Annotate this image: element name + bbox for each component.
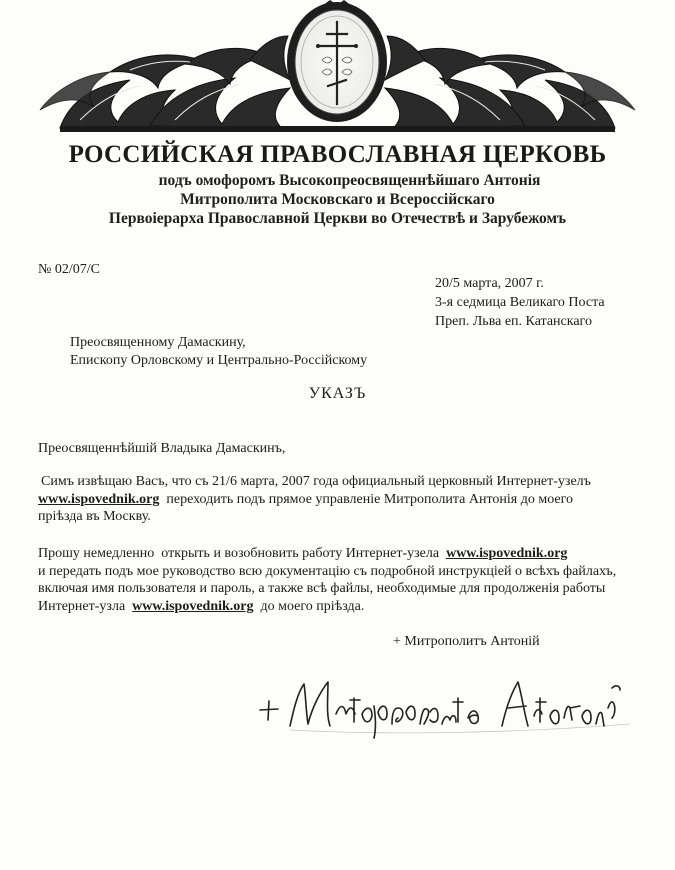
organization-title: РОССИЙСКАЯ ПРАВОСЛАВНАЯ ЦЕРКОВЬ [68,141,607,168]
letterhead-subtitle-line1: подъ омофоромъ Высокопреосвященнѣйшаго Антонія [158,172,541,189]
paragraph2-line3: включая имя пользователя и пароль, а также всѣ файлы, необходимые для продолженія работы [38,581,606,596]
paragraph2-line1-text: Прошу немедленно открыть и возобновить работу Интернет-узела [38,546,447,561]
body-paragraph-1 [38,473,658,526]
saint-commemoration-line: Преп. Льва еп. Катанскаго [435,314,592,329]
paragraph1-line3: пріѣзда въ Москву. [38,509,151,524]
letterhead-ornament [0,0,675,140]
paragraph2-line4-text1: Интернет-узла [38,598,133,614]
date-block [435,274,605,331]
website-link[interactable]: www.ispovednik.org [38,491,160,507]
lent-week-line: 3-я седмица Великаго Поста [435,295,605,310]
addressee-block [70,334,367,370]
addressee-line1: Преосвященному Дамаскину, [70,335,246,350]
paragraph1-line1: Симъ извѣщаю Васъ, что съ 21/6 марта, 2007 года официальный церковный Интернет-узелъ [41,474,591,489]
decree-title: УКАЗЪ [308,385,367,402]
salutation: Преосвященнѣйшій Владыка Дамаскинъ, [38,441,286,456]
paragraph2-line4-text2: до моего пріѣзда. [253,598,365,614]
handwritten-signature [250,668,650,743]
body-paragraph-2 [38,545,658,615]
typed-signature: + Митрополитъ Антоній [393,634,540,649]
paragraph1-line2-text: переходить подъ прямое управленіе Митрополита Антонія до моего [159,491,573,507]
date-line: 20/5 марта, 2007 г. [435,276,544,291]
paragraph2-line1 [38,545,658,563]
addressee-line2: Епископу Орловскому и Центрально-Россійскому [70,353,368,368]
reference-number: № 02/07/С [38,262,100,277]
paragraph1-line2 [38,491,658,509]
paragraph2-line4 [38,598,658,616]
website-link[interactable]: www.ispovednik.org [132,598,254,614]
paragraph2-line2: и передать подъ мое руководство всю документацію съ подробной инструкціей о всѣхъ файлахъ, [38,563,617,579]
letterhead-subtitle-line2: Митрополита Московскаго и Всероссійскаго [180,191,495,208]
website-link[interactable]: www.ispovednik.org [446,546,568,561]
letterhead-subtitle-line3: Первоіерарха Православной Церкви во Отечествѣ и Зарубежомъ [108,210,567,227]
